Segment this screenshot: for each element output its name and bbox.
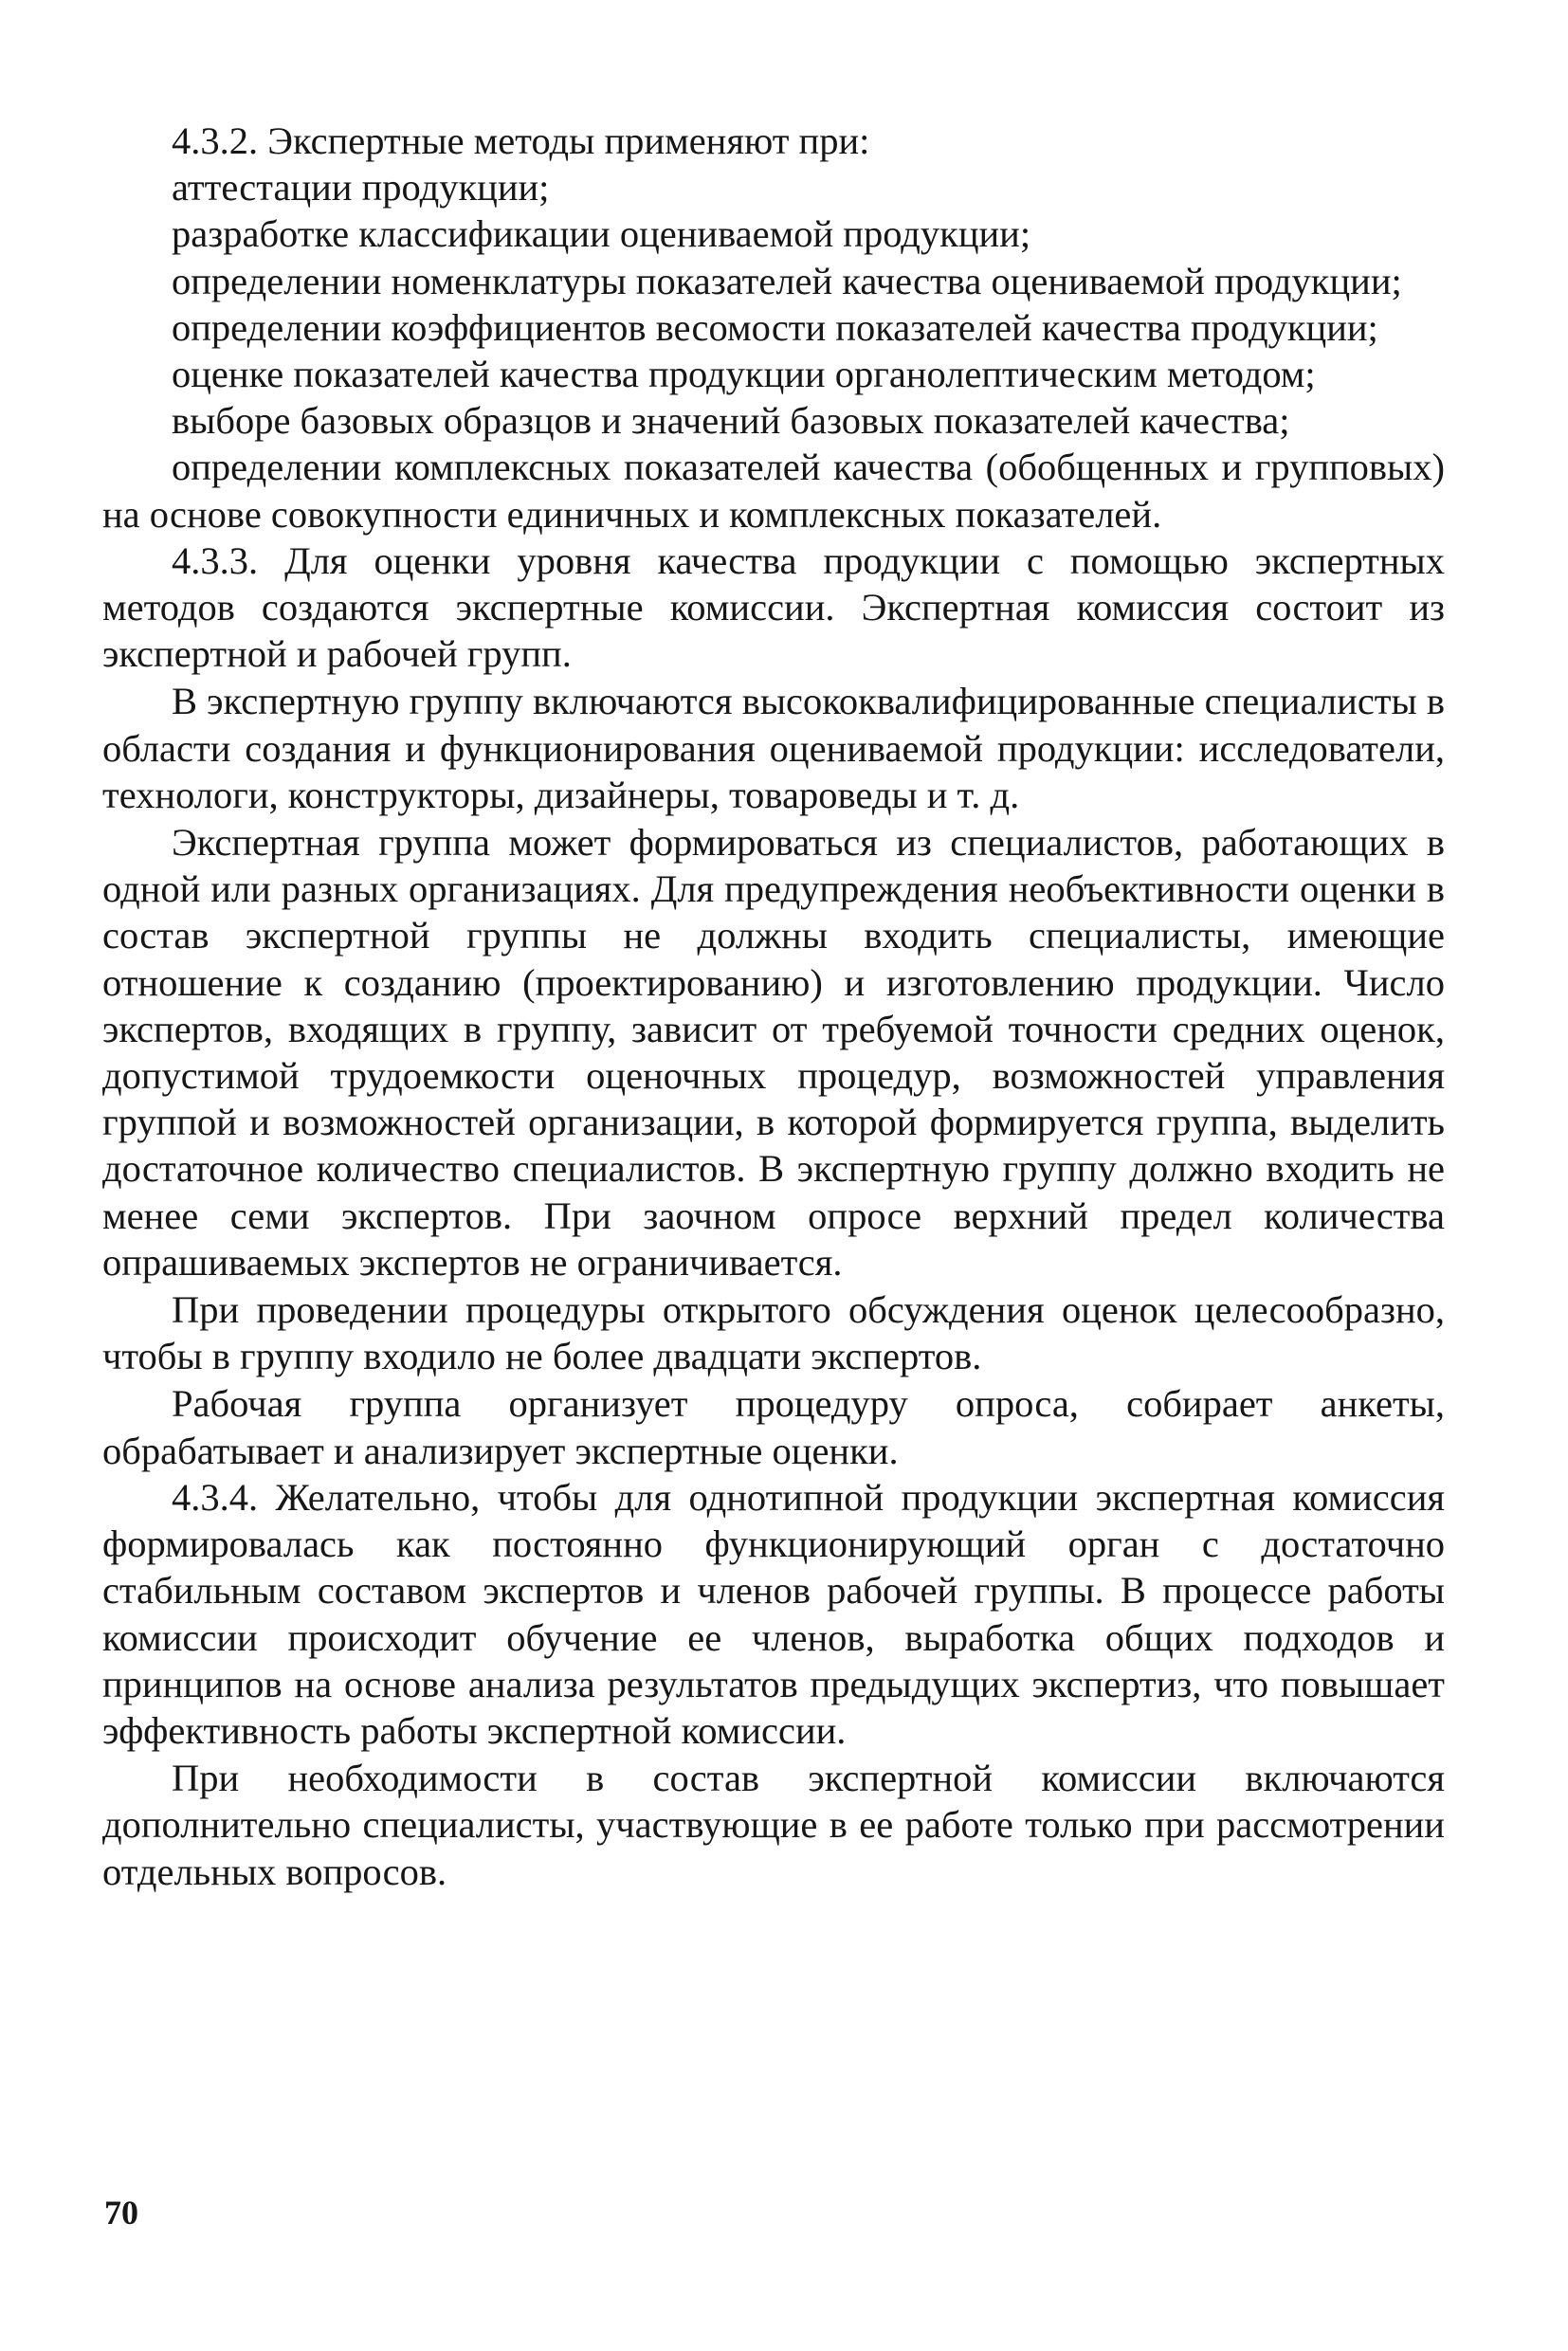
list-item: определении номенклатуры показателей качества оцениваемой продукции; [172,259,1402,302]
list-item: разработке классификации оцениваемой продукции; [172,212,1031,256]
section-4-3-2-intro: 4.3.2. Экспертные методы применяют при: [172,119,870,162]
expert-group-paragraph: В экспертную группу включаются высококвалифицированные специалисты в области создания и функционирования оцениваемой продукции: исследователи, технологи, конструкторы, дизайнеры, товароведы и т. д. [102,680,1445,816]
section-4-3-3-paragraph: 4.3.3. Для оценки уровня качества продукции с помощью экспертных методов создаются экспертные комиссии. Экспертная комиссия состоит из экспертной и рабочей групп. [102,538,1445,676]
working-group-paragraph: Рабочая группа организует процедуру опроса, собирает анкеты, обрабатывает и анализирует экспертные оценки. [102,1382,1445,1472]
page-text [102,118,1445,1895]
list-item: определении коэффициентов весомости показателей качества продукции; [172,305,1378,349]
section-4-3-4-paragraph: 4.3.4. Желательно, чтобы для однотипной продукции экспертная комиссия формировалась как постоянно функционирующий орган с достаточно стабильным составом экспертов и членов рабочей группы. В процессе работы комиссии происходит обучение ее членов, выработка общих подходов и принципов на основе анализа результатов предыдущих экспертиз, что повышает эффективность работы экспертной комиссии. [102,1475,1445,1752]
additional-specialists-paragraph: При необходимости в состав экспертной комиссии включаются дополнительно специалисты, участвующие в ее работе только при рассмотрении отдельных вопросов. [102,1757,1445,1893]
expert-group-formation-paragraph: Экспертная группа может формироваться из специалистов, работающих в одной или разных организациях. Для предупреждения необъективности оценки в состав экспертной группы не должны входить специалисты, имеющие отношение к созданию (проектированию) и изготовлению продукции. Число экспертов, входящих в группу, зависит от требуемой точности средних оценок, допустимой трудоемкости оценочных процедур, возможностей управления группой и возможностей организации, в которой формируется группа, выделить достаточное количество специалистов. В экспертную группу должно входить не менее семи экспертов. При заочном опросе верхний предел количества опрашиваемых экспертов не ограничивается. [102,821,1445,1284]
list-item: аттестации продукции; [172,166,550,210]
list-item: определении комплексных показателей качества (обобщенных и групповых) на основе совокупности единичных и комплексных показателей. [102,446,1445,536]
open-discussion-paragraph: При проведении процедуры открытого обсуждения оценок целесообразно, чтобы в группу входило не более двадцати экспертов. [102,1288,1445,1378]
list-item: оценке показателей качества продукции органолептическим методом; [172,353,1316,396]
page-number: 70 [104,2194,138,2232]
list-item: выборе базовых образцов и значений базовых показателей качества; [172,399,1290,443]
